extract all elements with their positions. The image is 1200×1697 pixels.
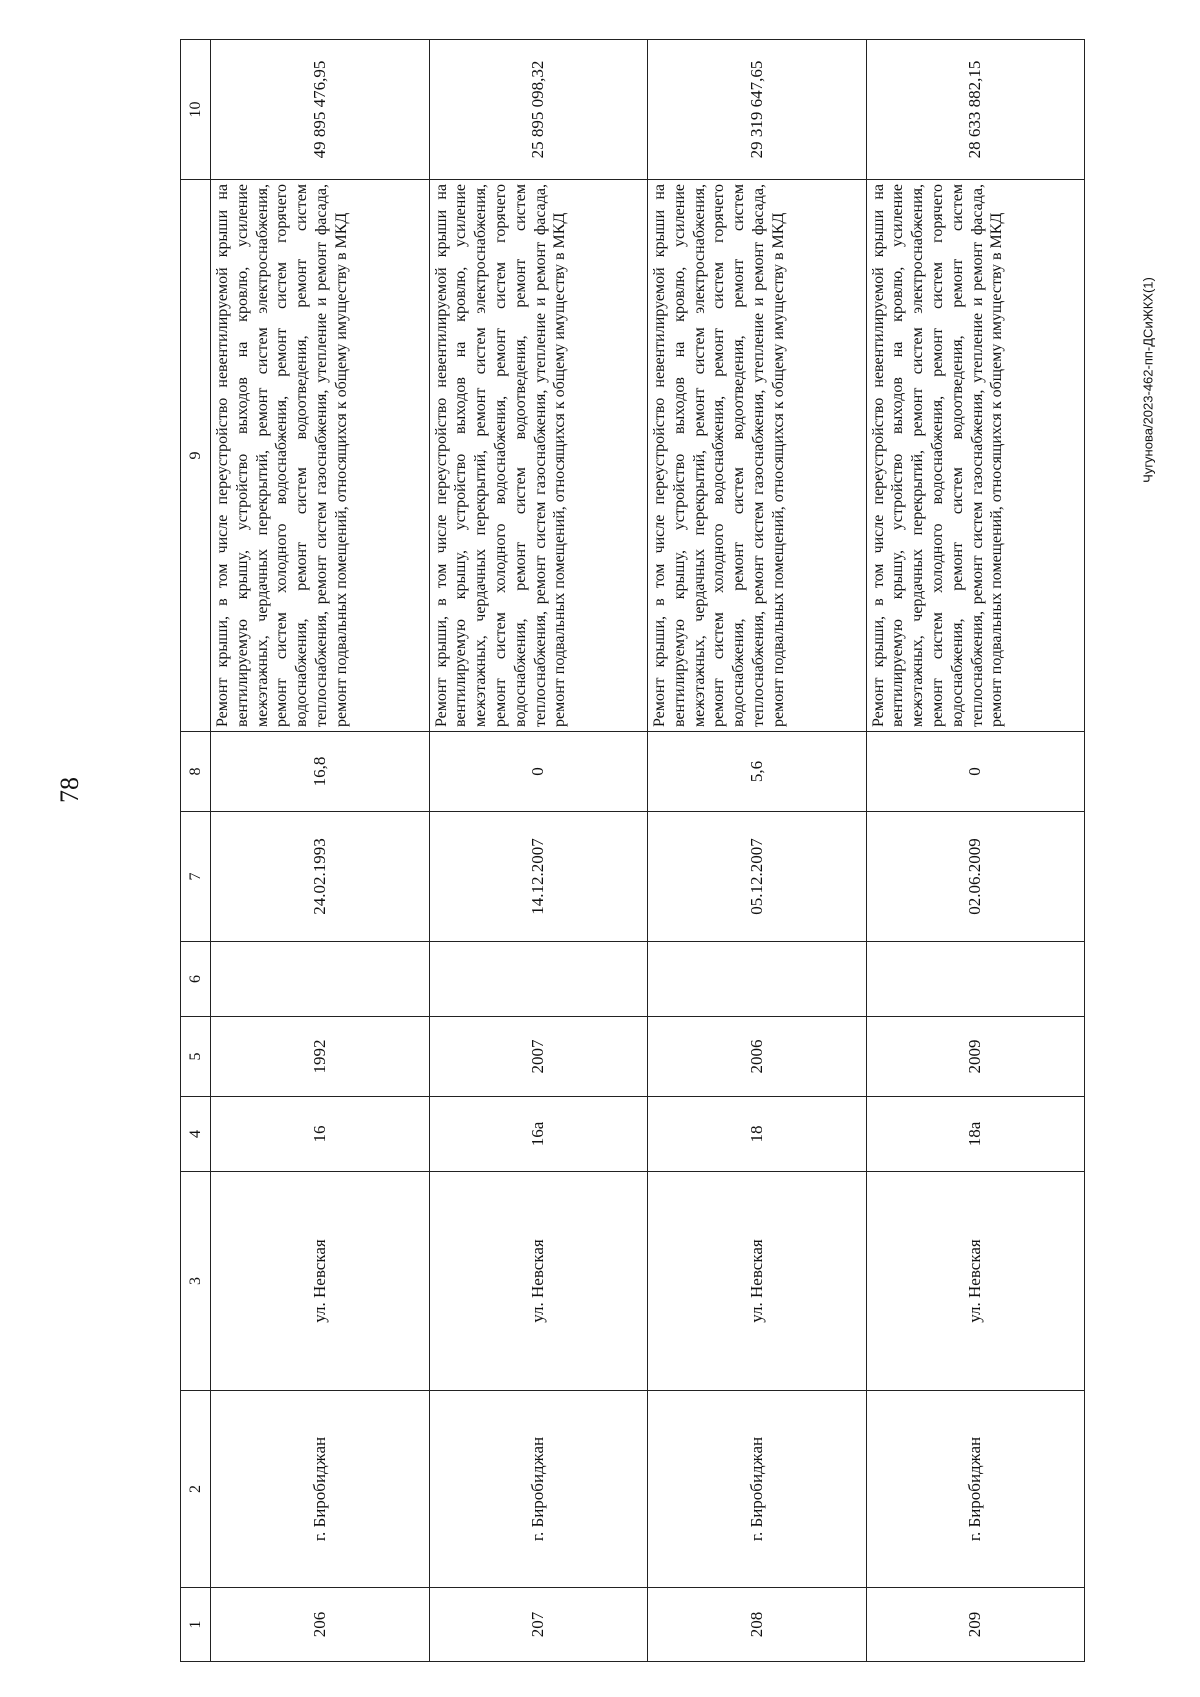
city-cell: г. Биробиджан — [211, 1391, 430, 1588]
city-cell: г. Биробиджан — [648, 1391, 867, 1588]
street-cell: ул. Невская — [866, 1172, 1085, 1391]
house-cell: 16а — [429, 1097, 648, 1172]
value-cell: 16,8 — [211, 732, 430, 812]
value-cell: 5,6 — [648, 732, 867, 812]
empty-cell — [648, 942, 867, 1017]
page-number: 78 — [55, 777, 84, 803]
date-cell: 24.02.1993 — [211, 812, 430, 942]
year-cell: 2007 — [429, 1017, 648, 1097]
value-cell: 0 — [429, 732, 648, 812]
column-header: 7 — [181, 812, 211, 942]
street-cell: ул. Невская — [648, 1172, 867, 1391]
city-cell: г. Биробиджан — [866, 1391, 1085, 1588]
table-row — [866, 40, 1085, 1662]
empty-cell — [866, 942, 1085, 1017]
year-cell: 2006 — [648, 1017, 867, 1097]
column-number-row — [181, 40, 211, 1662]
column-header: 3 — [181, 1172, 211, 1391]
column-header: 4 — [181, 1097, 211, 1172]
column-header: 6 — [181, 942, 211, 1017]
city-cell: г. Биробиджан — [429, 1391, 648, 1588]
repair-schedule-table — [180, 39, 1085, 1662]
year-cell: 2009 — [866, 1017, 1085, 1097]
date-cell: 05.12.2007 — [648, 812, 867, 942]
value-cell: 0 — [866, 732, 1085, 812]
works-description-cell: Ремонт крыши, в том числе переустройство невентилируемой крыши на вентилируемую крышу, устройство выходов на кровлю, усиление межэтажных, чердачных перекрытий, ремонт систем электроснабжения, ремонт систем холодного водоснабжения, ремонт систем горячего водоснабжения, ремонт систем водоотведения, ремонт систем теплоснабжения, ремонт систем газоснабжения, утепление и ремонт фасада, ремонт подвальных помещений, относящихся к общему имуществу в МКД — [648, 180, 867, 732]
year-cell: 1992 — [211, 1017, 430, 1097]
street-cell: ул. Невская — [429, 1172, 648, 1391]
column-header: 8 — [181, 732, 211, 812]
table-row — [429, 40, 648, 1662]
house-cell: 18а — [866, 1097, 1085, 1172]
table-row — [211, 40, 430, 1662]
column-header: 9 — [181, 180, 211, 732]
house-cell: 18 — [648, 1097, 867, 1172]
works-description-cell: Ремонт крыши, в том числе переустройство невентилируемой крыши на вентилируемую крышу, устройство выходов на кровлю, усиление межэтажных, чердачных перекрытий, ремонт систем электроснабжения, ремонт систем холодного водоснабжения, ремонт систем горячего водоснабжения, ремонт систем водоотведения, ремонт систем теплоснабжения, ремонт систем газоснабжения, утепление и ремонт фасада, ремонт подвальных помещений, относящихся к общему имуществу в МКД — [211, 180, 430, 732]
rotated-table-container — [180, 40, 1085, 1662]
row-number: 207 — [429, 1588, 648, 1662]
house-cell: 16 — [211, 1097, 430, 1172]
column-header: 10 — [181, 40, 211, 180]
column-header: 1 — [181, 1588, 211, 1662]
row-number: 206 — [211, 1588, 430, 1662]
works-description-cell: Ремонт крыши, в том числе переустройство невентилируемой крыши на вентилируемую крышу, устройство выходов на кровлю, усиление межэтажных, чердачных перекрытий, ремонт систем электроснабжения, ремонт систем холодного водоснабжения, ремонт систем горячего водоснабжения, ремонт систем водоотведения, ремонт систем теплоснабжения, ремонт систем газоснабжения, утепление и ремонт фасада, ремонт подвальных помещений, относящихся к общему имуществу в МКД — [429, 180, 648, 732]
footer-document-code: Чугунова/2023-462-пп-ДСиЖКХ(1) — [1140, 277, 1156, 483]
cost-cell: 29 319 647,65 — [648, 40, 867, 180]
table-row — [648, 40, 867, 1662]
column-header: 2 — [181, 1391, 211, 1588]
date-cell: 02.06.2009 — [866, 812, 1085, 942]
cost-cell: 49 895 476,95 — [211, 40, 430, 180]
date-cell: 14.12.2007 — [429, 812, 648, 942]
empty-cell — [429, 942, 648, 1017]
cost-cell: 28 633 882,15 — [866, 40, 1085, 180]
street-cell: ул. Невская — [211, 1172, 430, 1391]
column-header: 5 — [181, 1017, 211, 1097]
row-number: 208 — [648, 1588, 867, 1662]
cost-cell: 25 895 098,32 — [429, 40, 648, 180]
row-number: 209 — [866, 1588, 1085, 1662]
works-description-cell: Ремонт крыши, в том числе переустройство невентилируемой крыши на вентилируемую крышу, устройство выходов на кровлю, усиление межэтажных, чердачных перекрытий, ремонт систем электроснабжения, ремонт систем холодного водоснабжения, ремонт систем горячего водоснабжения, ремонт систем водоотведения, ремонт систем теплоснабжения, ремонт систем газоснабжения, утепление и ремонт фасада, ремонт подвальных помещений, относящихся к общему имуществу в МКД — [866, 180, 1085, 732]
empty-cell — [211, 942, 430, 1017]
